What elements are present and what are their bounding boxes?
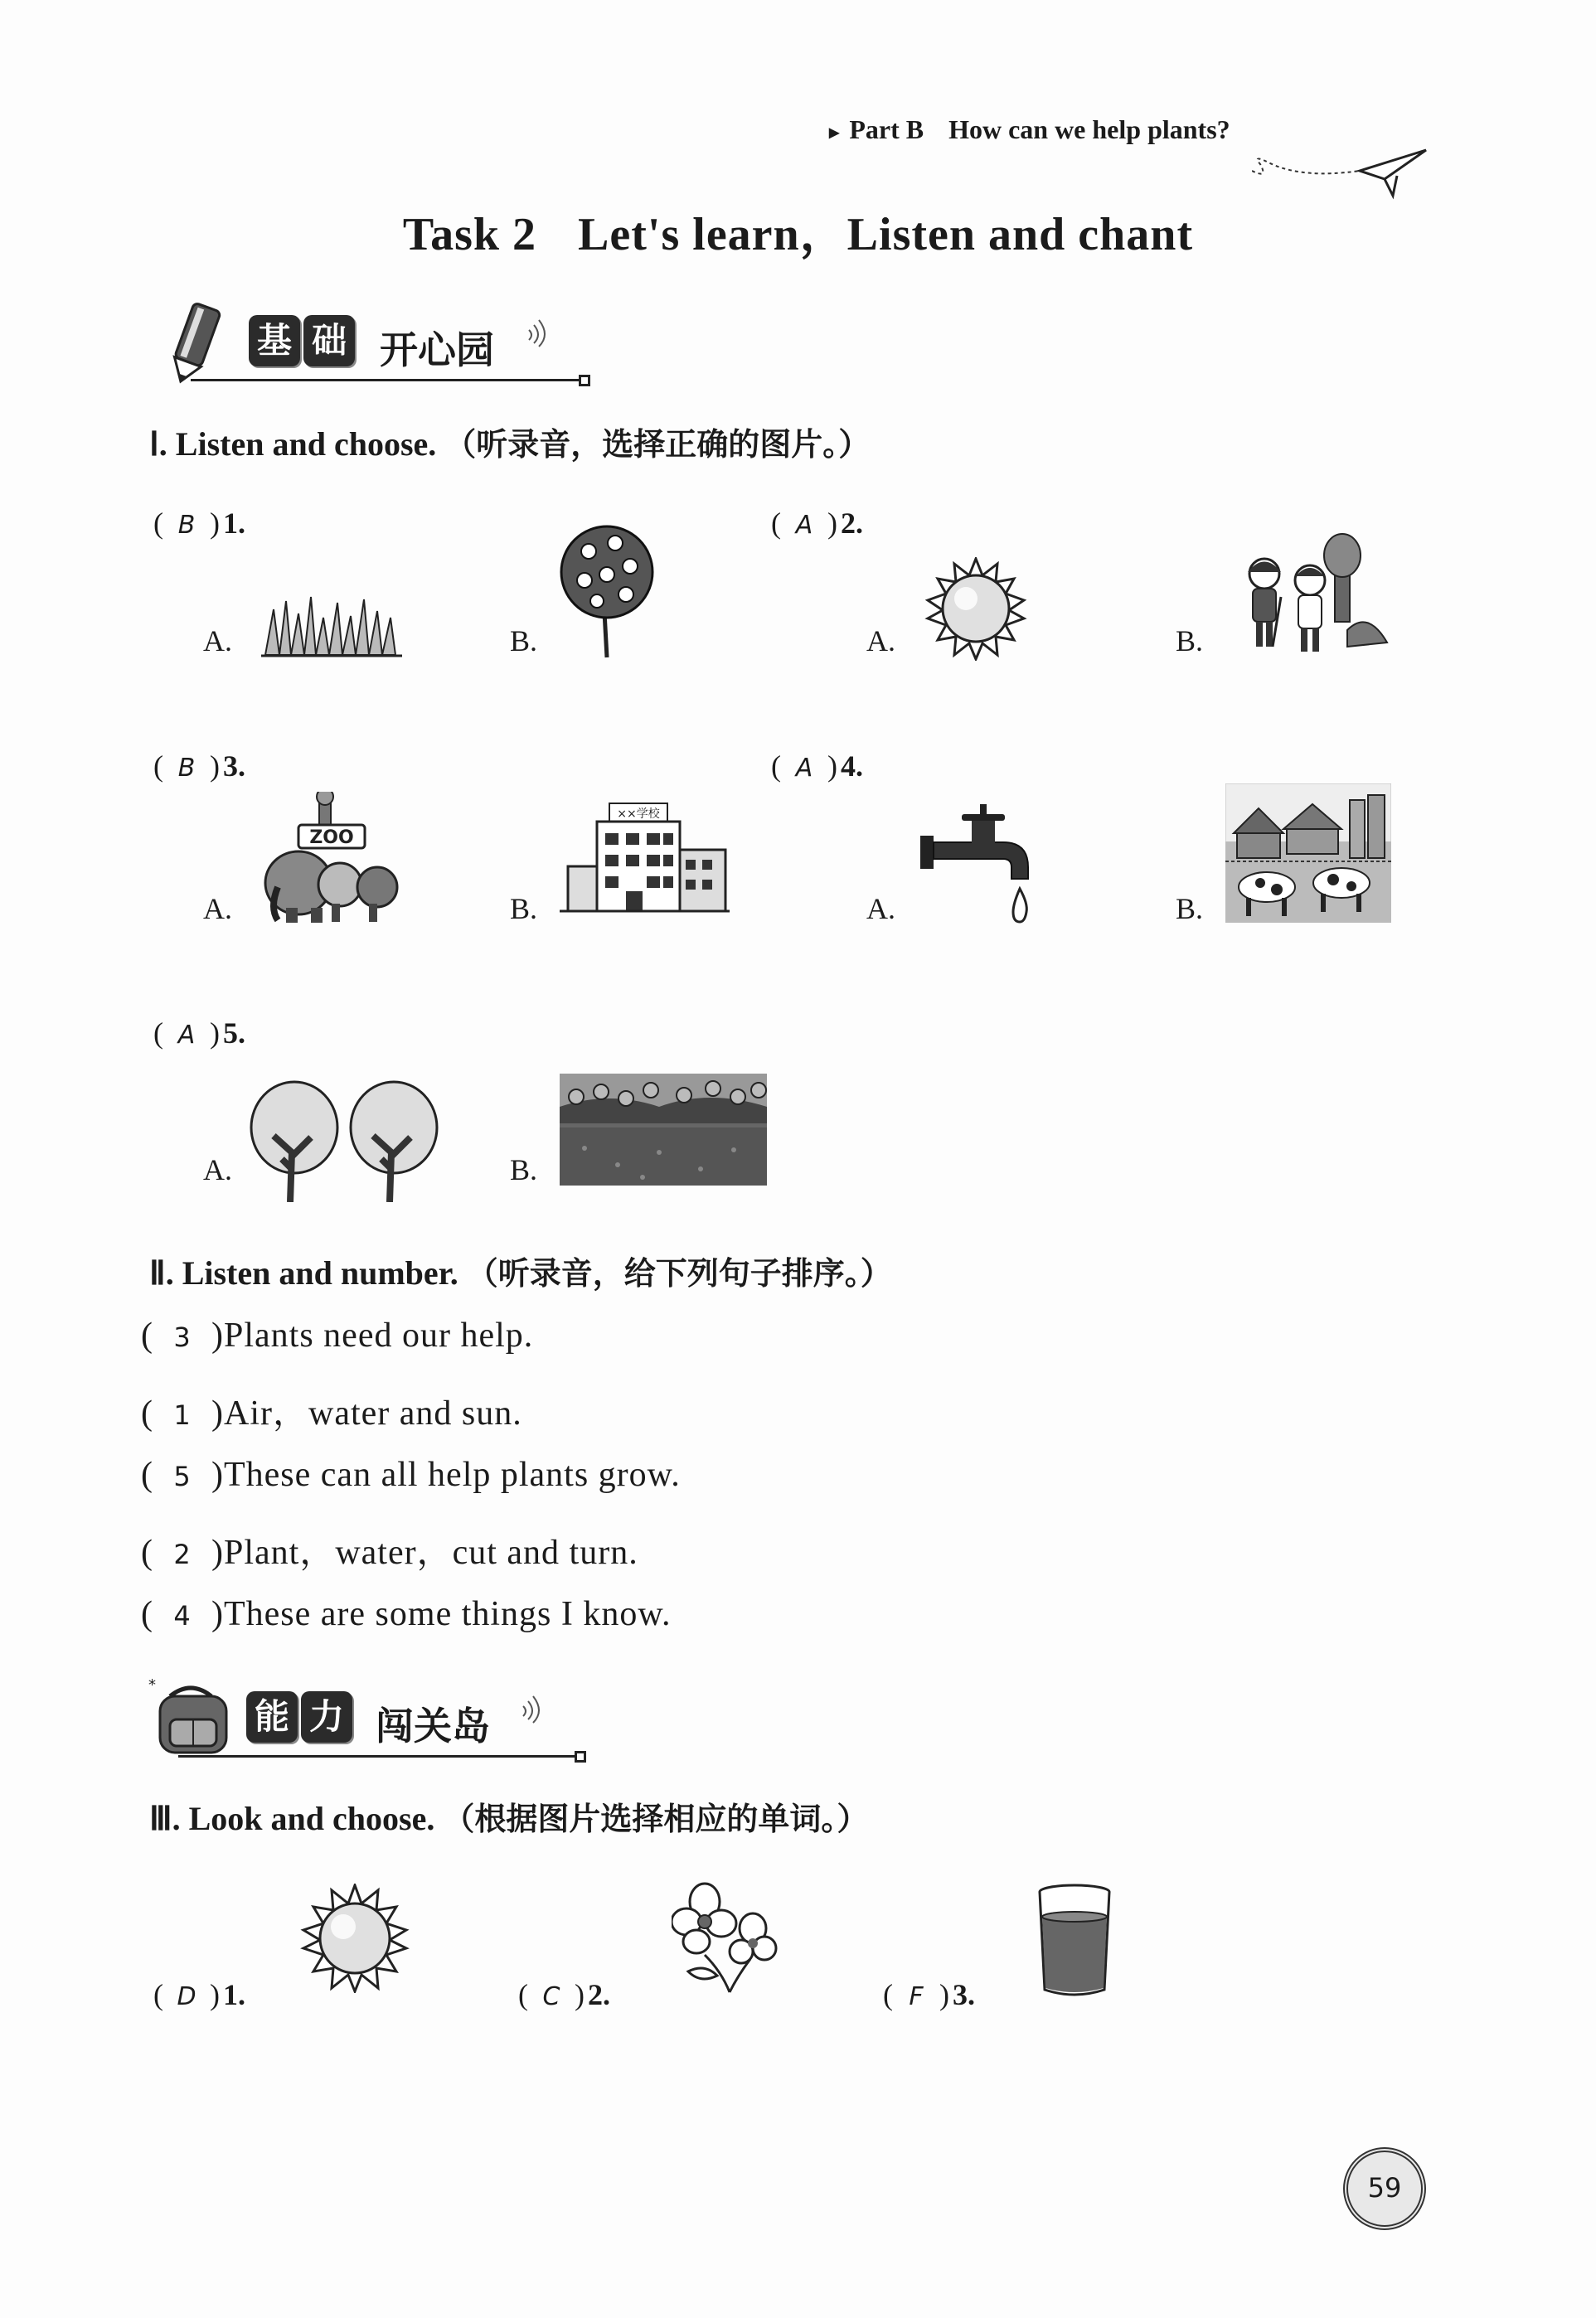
item-number: 5. bbox=[223, 1016, 245, 1050]
answer: A bbox=[795, 511, 813, 540]
question-2-heading bbox=[149, 1248, 892, 1293]
badge-char-2: 础 bbox=[303, 315, 355, 366]
zoo-sign-text: ZOO bbox=[309, 827, 354, 848]
section-badge bbox=[249, 315, 355, 366]
header-question: How can we help plants? bbox=[948, 114, 1230, 144]
backpack-icon bbox=[145, 1671, 236, 1763]
item-number: 4. bbox=[841, 749, 863, 783]
banner-underline bbox=[178, 1755, 576, 1758]
item-number: 3. bbox=[953, 1978, 975, 2011]
sentence-row: ( 2 )Plant，water，cut and turn. bbox=[141, 1534, 638, 1572]
answer: B bbox=[177, 754, 196, 783]
q1-item-4-number: ( A ) 4. bbox=[771, 749, 863, 783]
school-sign-text: ××学校 bbox=[617, 807, 660, 821]
item-number: 2. bbox=[841, 507, 863, 540]
page-title bbox=[0, 197, 1596, 264]
sentence-row: ( 5 )These can all help plants grow. bbox=[141, 1456, 681, 1494]
question-3-heading bbox=[149, 1793, 868, 1839]
sentence-answer: 1 bbox=[173, 1399, 192, 1431]
answer: A bbox=[177, 1021, 196, 1050]
q3-item-3-number: ( F ) 3. bbox=[883, 1978, 975, 2011]
banner-end-mark bbox=[579, 375, 590, 386]
option-a-label: A. bbox=[203, 1153, 232, 1186]
section-banner-basic bbox=[158, 290, 622, 390]
q1-cn: （听录音，选择正确的图片。） bbox=[444, 426, 871, 463]
option-b-label: B. bbox=[1176, 892, 1204, 925]
option-a-label: A. bbox=[203, 892, 232, 925]
q2-instruction: Listen and number. bbox=[182, 1254, 458, 1292]
flower-bouquet-icon bbox=[555, 518, 659, 659]
sentence-text: Plant，water，cut and turn. bbox=[224, 1534, 638, 1572]
svg-text:*: * bbox=[148, 1676, 156, 1694]
answer: F bbox=[909, 1982, 924, 2011]
sentence-text: Plants need our help. bbox=[224, 1317, 534, 1355]
running-header bbox=[821, 106, 1451, 164]
banner-end-mark bbox=[575, 1751, 586, 1763]
header-part: Part B bbox=[849, 114, 924, 144]
sun-icon bbox=[924, 557, 1028, 661]
page-number: 59 bbox=[1343, 2147, 1426, 2230]
farm-icon bbox=[1225, 783, 1391, 923]
badge-char-1: 基 bbox=[249, 315, 300, 366]
answer: B bbox=[177, 511, 196, 540]
sentence-row: ( 4 )These are some things I know. bbox=[141, 1595, 672, 1633]
q3-cn: （根据图片选择相应的单词。） bbox=[443, 1801, 869, 1837]
glass-of-water-icon bbox=[1036, 1884, 1113, 2000]
item-number: 1. bbox=[223, 507, 245, 540]
option-a-label: A. bbox=[866, 624, 895, 657]
item-number: 1. bbox=[223, 1978, 245, 2011]
sentence-text: These can all help plants grow. bbox=[224, 1456, 681, 1494]
sound-icon bbox=[517, 1691, 550, 1724]
option-a-label: A. bbox=[866, 892, 895, 925]
q1-item-2-number: ( A ) 2. bbox=[771, 507, 863, 540]
zoo-icon bbox=[261, 792, 402, 924]
sentence-answer: 2 bbox=[173, 1539, 192, 1570]
section-title: 闯关岛 bbox=[376, 1704, 490, 1748]
sentence-answer: 3 bbox=[173, 1321, 192, 1353]
option-a-label: A. bbox=[203, 624, 232, 657]
q3-item-1-number: ( D ) 1. bbox=[153, 1978, 245, 2011]
water-tap-icon bbox=[920, 804, 1036, 929]
answer: D bbox=[177, 1982, 196, 2011]
triangle-icon: ▶ bbox=[829, 125, 840, 140]
q1-roman: Ⅰ. bbox=[149, 425, 167, 463]
title-lesson: Let's learn，Listen and chant bbox=[578, 209, 1194, 260]
paper-plane-icon bbox=[1252, 146, 1451, 204]
answer: A bbox=[795, 754, 813, 783]
sentence-text: Air，water and sun. bbox=[224, 1394, 522, 1433]
pencil-icon bbox=[158, 297, 232, 388]
question-1-heading bbox=[149, 419, 870, 464]
option-b-label: B. bbox=[510, 624, 538, 657]
q1-item-1-number: ( B ) 1. bbox=[153, 507, 245, 540]
badge-char-2: 力 bbox=[301, 1691, 352, 1743]
trees-icon bbox=[249, 1078, 439, 1202]
option-b-label: B. bbox=[1176, 624, 1204, 657]
q2-roman: Ⅱ. bbox=[149, 1254, 174, 1292]
q1-instruction: Listen and choose. bbox=[175, 425, 437, 463]
section-title: 开心园 bbox=[380, 327, 494, 372]
q2-cn: （听录音，给下列句子排序。） bbox=[466, 1255, 892, 1292]
answer: C bbox=[542, 1982, 560, 2011]
sentence-answer: 4 bbox=[173, 1600, 192, 1632]
q1-item-5-number: ( A ) 5. bbox=[153, 1016, 245, 1050]
sun-icon bbox=[300, 1884, 410, 1993]
badge-char-1: 能 bbox=[246, 1691, 298, 1743]
school-icon bbox=[560, 800, 730, 916]
title-task: Task 2 bbox=[402, 209, 537, 260]
sentence-answer: 5 bbox=[173, 1461, 192, 1492]
sentence-row: ( 1 )Air，water and sun. bbox=[141, 1394, 522, 1433]
sunflower-field-icon bbox=[560, 1074, 767, 1186]
item-number: 3. bbox=[223, 749, 245, 783]
header-text bbox=[829, 114, 1230, 145]
q1-item-3-number: ( B ) 3. bbox=[153, 749, 245, 783]
banner-underline bbox=[191, 379, 580, 381]
sentence-text: These are some things I know. bbox=[224, 1595, 672, 1633]
item-number: 2. bbox=[588, 1978, 610, 2011]
q3-roman: Ⅲ. bbox=[149, 1800, 181, 1837]
q3-item-2-number: ( C ) 2. bbox=[518, 1978, 610, 2011]
section-badge bbox=[246, 1691, 352, 1743]
option-b-label: B. bbox=[510, 1153, 538, 1186]
children-planting-icon bbox=[1223, 531, 1389, 659]
sentence-row: ( 3 )Plants need our help. bbox=[141, 1317, 534, 1355]
section-banner-ability bbox=[145, 1666, 609, 1766]
sound-icon bbox=[522, 315, 555, 348]
flower-icon bbox=[672, 1880, 779, 1996]
option-b-label: B. bbox=[510, 892, 538, 925]
grass-icon bbox=[261, 593, 402, 659]
q3-instruction: Look and choose. bbox=[188, 1800, 435, 1837]
